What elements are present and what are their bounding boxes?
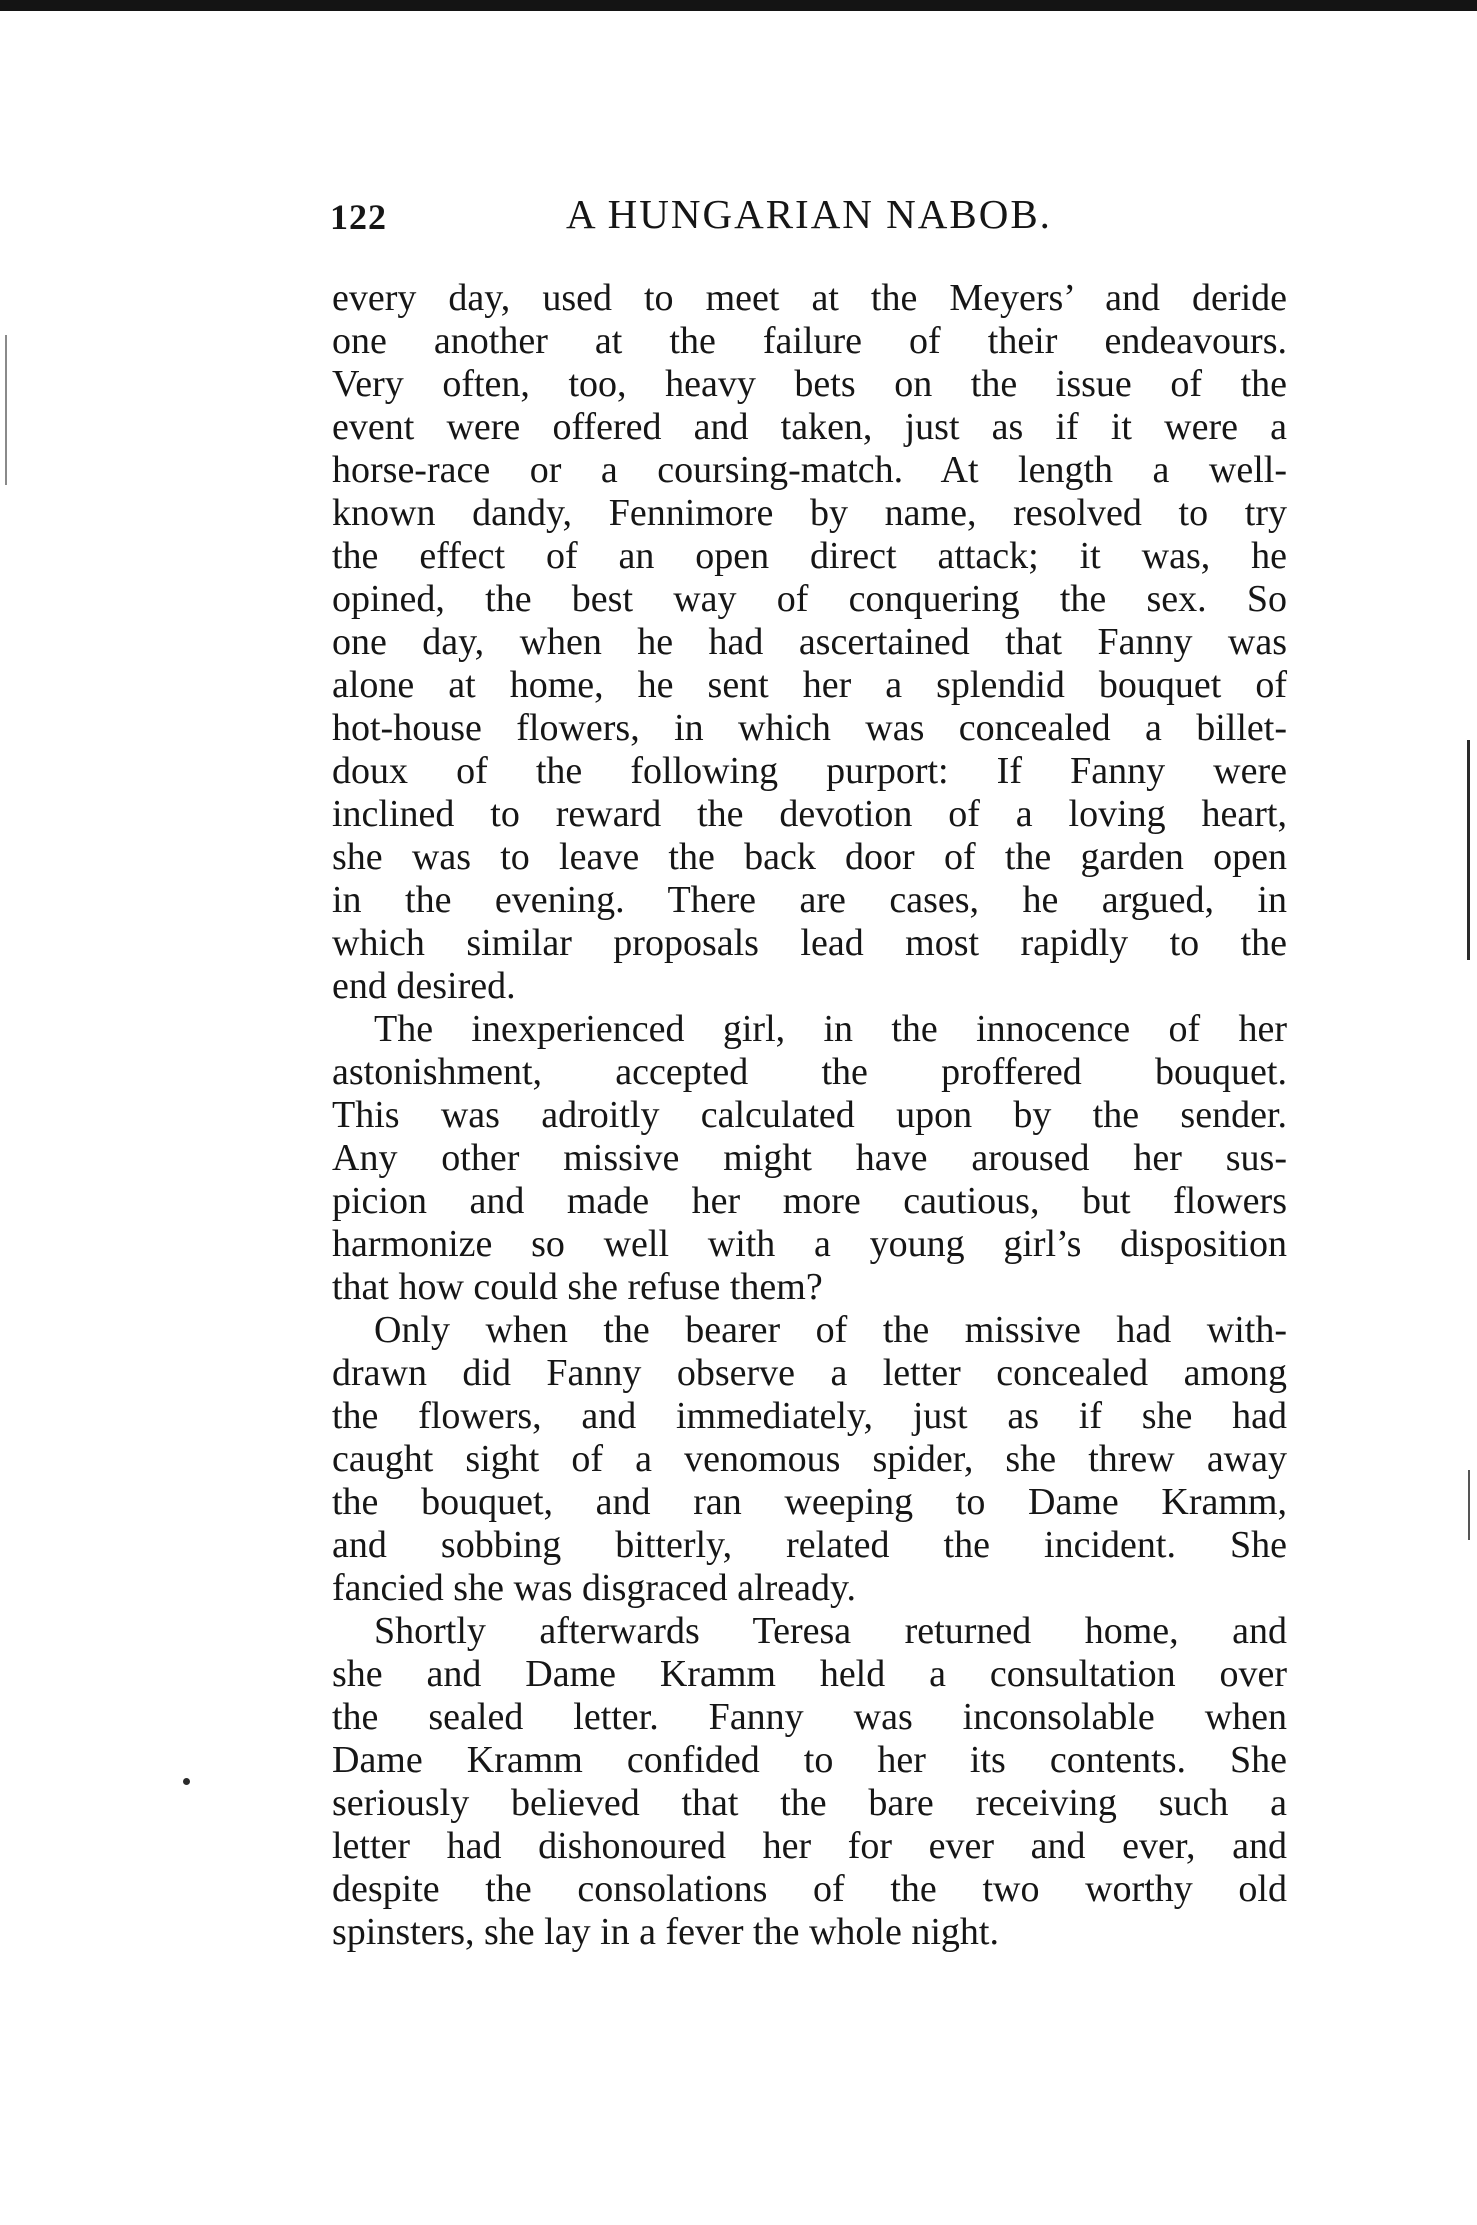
text-line: The inexperienced girl, in the innocence of her [374, 1008, 1287, 1050]
page-number: 122 [330, 197, 387, 237]
text-line: despite the consolations of the two worthy old [332, 1868, 1287, 1910]
text-line: one day, when he had ascertained that Fanny was [332, 621, 1287, 663]
text-line: drawn did Fanny observe a letter concealed among [332, 1352, 1287, 1394]
text-line: picion and made her more cautious, but flowers [332, 1180, 1287, 1222]
text-line: known dandy, Fennimore by name, resolved to try [332, 492, 1287, 534]
text-line: event were offered and taken, just as if it were a [332, 406, 1287, 448]
text-line: doux of the following purport: If Fanny were [332, 750, 1287, 792]
text-line: every day, used to meet at the Meyers’ and deride [332, 277, 1287, 319]
body-text [332, 277, 1287, 1954]
text-line: harmonize so well with a young girl’s disposition [332, 1223, 1287, 1265]
text-line: Dame Kramm confided to her its contents. She [332, 1739, 1287, 1781]
text-line: which similar proposals lead most rapidly to the [332, 922, 1287, 964]
text-line: Only when the bearer of the missive had with- [374, 1309, 1287, 1351]
text-line: that how could she refuse them? [332, 1266, 823, 1308]
margin-dot [183, 1778, 190, 1785]
text-line: seriously believed that the bare receiving such a [332, 1782, 1287, 1824]
running-header [330, 190, 1288, 250]
text-line: in the evening. There are cases, he argued, in [332, 879, 1287, 921]
running-title: A HUNGARIAN NABOB. [566, 191, 1052, 237]
text-line: This was adroitly calculated upon by the sender. [332, 1094, 1287, 1136]
text-line: alone at home, he sent her a splendid bouquet of [332, 664, 1287, 706]
text-line: hot-house flowers, in which was concealed a billet- [332, 707, 1287, 749]
text-line: horse-race or a coursing-match. At length a well- [332, 449, 1287, 491]
text-line: letter had dishonoured her for ever and ever, and [332, 1825, 1287, 1867]
text-line: the bouquet, and ran weeping to Dame Kramm, [332, 1481, 1287, 1523]
text-line: spinsters, she lay in a fever the whole night. [332, 1911, 999, 1953]
text-line: Shortly afterwards Teresa returned home, and [374, 1610, 1287, 1652]
margin-mark-right-upper [1467, 740, 1470, 960]
text-line: and sobbing bitterly, related the incident. She [332, 1524, 1287, 1566]
text-line: fancied she was disgraced already. [332, 1567, 857, 1609]
text-line: inclined to reward the devotion of a loving heart, [332, 793, 1287, 835]
text-line: the sealed letter. Fanny was inconsolable when [332, 1696, 1287, 1738]
paragraph [332, 1610, 1287, 1954]
text-line: caught sight of a venomous spider, she threw away [332, 1438, 1287, 1480]
text-line: one another at the failure of their endeavours. [332, 320, 1287, 362]
top-edge-rule [0, 0, 1477, 11]
text-line: end desired. [332, 965, 516, 1007]
margin-mark-left [5, 335, 7, 485]
text-line: the effect of an open direct attack; it was, he [332, 535, 1287, 577]
text-line: astonishment, accepted the proffered bouquet. [332, 1051, 1287, 1093]
paragraph [332, 1309, 1287, 1610]
paragraph [332, 277, 1287, 1008]
text-line: she was to leave the back door of the garden open [332, 836, 1287, 878]
text-line: she and Dame Kramm held a consultation over [332, 1653, 1287, 1695]
text-line: Any other missive might have aroused her sus- [332, 1137, 1287, 1179]
paragraph [332, 1008, 1287, 1309]
text-line: Very often, too, heavy bets on the issue of the [332, 363, 1287, 405]
text-line: the flowers, and immediately, just as if she had [332, 1395, 1287, 1437]
text-line: opined, the best way of conquering the sex. So [332, 578, 1287, 620]
margin-mark-right-lower [1468, 1470, 1470, 1540]
